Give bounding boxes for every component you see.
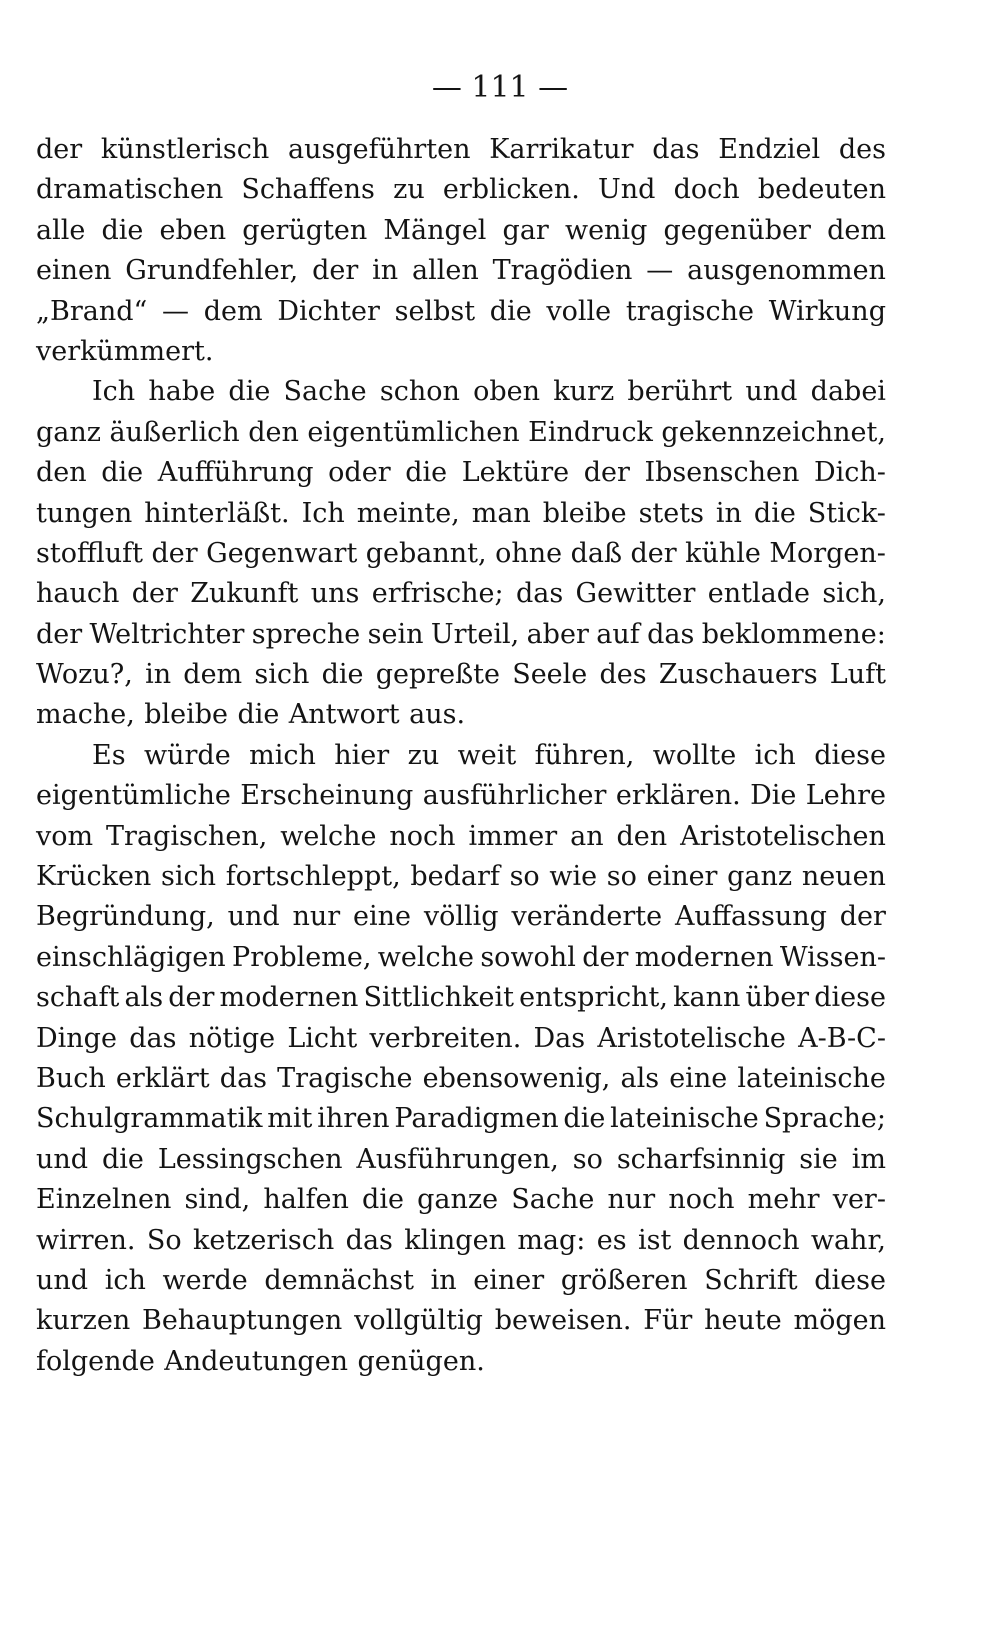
text-line: der künstlerisch ausgeführten Karrikatur das Endziel des (36, 134, 886, 165)
text-line: tungen hinterläßt. Ich meinte, man bleibe stets in die Stick- (36, 497, 886, 529)
text-line: Begründung, und nur eine völlig veränderte Auffassung der (36, 901, 886, 933)
text-line: hauch der Zukunft uns erfrische; das Gewitter entlade sich, (36, 578, 886, 610)
text-line: Wozu?, in dem sich die gepreßte Seele des Zuschauers Luft (36, 659, 886, 691)
text-line: und ich werde demnächst in einer größeren Schrift diese (36, 1264, 886, 1296)
text-line: wirren. So ketzerisch das klingen mag: es ist dennoch wahr, (36, 1224, 886, 1256)
text-line: kurzen Behauptungen vollgültig beweisen. Für heute mögen (36, 1305, 886, 1337)
text-line: mache, bleibe die Antwort aus. (36, 699, 466, 731)
text-line: vom Tragischen, welche noch immer an den Aristotelischen (36, 820, 886, 852)
text-line: schaft als der modernen Sittlichkeit entspricht, kann über diese (36, 982, 886, 1014)
text-line: der Weltrichter spreche sein Urteil, aber auf das beklommene: (36, 618, 886, 650)
text-line: einschlägigen Probleme, welche sowohl der modernen Wissen- (36, 941, 886, 973)
text-line: eigentümliche Erscheinung ausführlicher erklären. Die Lehre (36, 780, 886, 812)
text-line: Dinge das nötige Licht verbreiten. Das Aristotelische A-B-C- (36, 1022, 886, 1054)
paragraph (36, 130, 886, 372)
text-line: Buch erklärt das Tragische ebensowenig, als eine lateinische (36, 1062, 886, 1094)
text-line: Einzelnen sind, halfen die ganze Sache nur noch mehr ver- (36, 1184, 886, 1216)
text-line: ganz äußerlich den eigentümlichen Eindruck gekennzeichnet, (36, 416, 886, 448)
text-line: verkümmert. (36, 335, 214, 367)
page-number: — 111 — (431, 70, 569, 105)
text-line: Schulgrammatik mit ihren Paradigmen die lateinische Sprache; (36, 1103, 886, 1135)
text-line: dramatischen Schaffens zu erblicken. Und doch bedeuten (36, 174, 886, 206)
text-line: Krücken sich fortschleppt, bedarf so wie so einer ganz neuen (36, 861, 886, 893)
text-line: den die Aufführung oder die Lektüre der Ibsenschen Dich- (36, 457, 886, 489)
text-line: Ich habe die Sache schon oben kurz berührt und dabei (92, 376, 886, 408)
text-line: und die Lessingschen Ausführungen, so scharfsinnig sie im (36, 1143, 886, 1175)
paragraph (36, 372, 886, 736)
text-line: folgende Andeutungen genügen. (36, 1345, 485, 1377)
text-line: alle die eben gerügten Mängel gar wenig gegenüber dem (36, 214, 886, 246)
body-text (36, 130, 886, 1382)
text-line: „Brand“ — dem Dichter selbst die volle tragische Wirkung (36, 295, 886, 327)
text-line: einen Grundfehler, der in allen Tragödien — ausgenommen (36, 255, 886, 287)
paragraph (36, 736, 886, 1382)
text-line: stoffluft der Gegenwart gebannt, ohne daß der kühle Morgen- (36, 537, 886, 569)
text-line: Es würde mich hier zu weit führen, wollte ich diese (92, 739, 886, 771)
